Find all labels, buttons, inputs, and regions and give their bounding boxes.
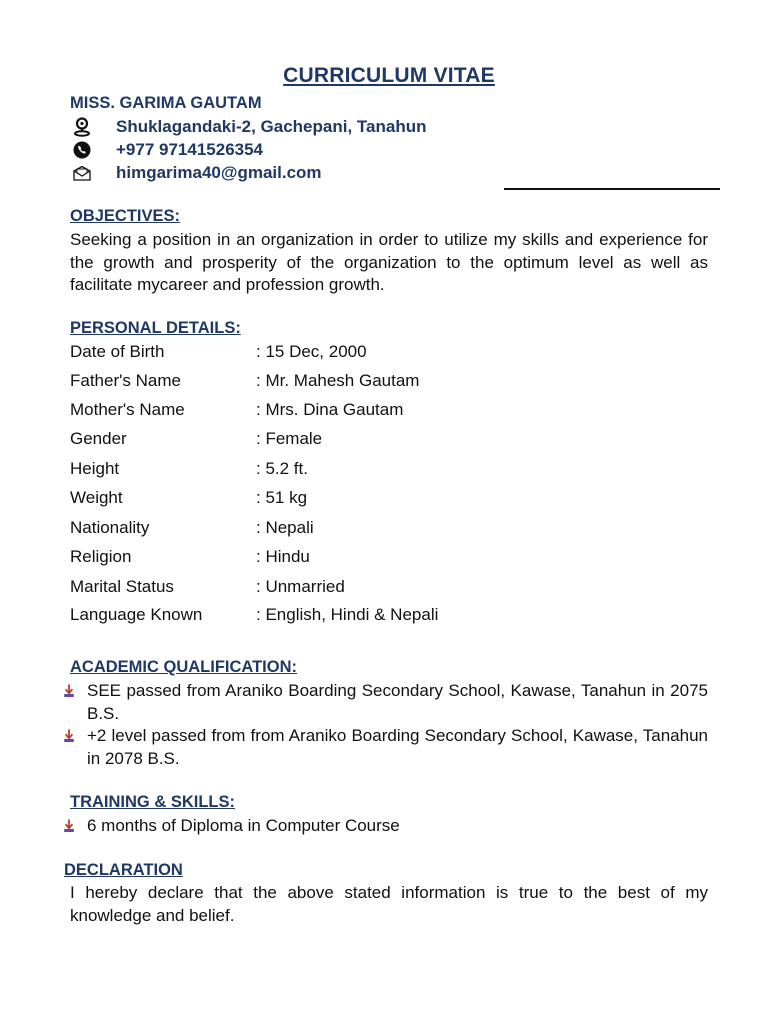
envelope-icon (72, 163, 92, 183)
detail-value: : Unmarried (256, 577, 345, 596)
detail-value: : Mrs. Dina Gautam (256, 400, 404, 419)
address-text: Shuklagandaki-2, Gachepani, Tanahun (116, 117, 427, 136)
location-pin-icon (72, 117, 92, 137)
detail-label: Mother's Name (70, 400, 185, 419)
detail-label: Father's Name (70, 371, 181, 390)
detail-label: Date of Birth (70, 342, 165, 361)
candidate-name: MISS. GARIMA GAUTAM (70, 94, 262, 112)
academic-item-text: +2 level passed from from Araniko Boarding Secondary School, Kawase, Tanahun in 2078 B.S. (87, 726, 708, 768)
detail-value: : English, Hindi & Nepali (256, 605, 439, 624)
training-item-text: 6 months of Diploma in Computer Course (87, 816, 400, 835)
detail-label: Gender (70, 429, 127, 448)
declaration-heading: DECLARATION (64, 861, 183, 879)
detail-label: Marital Status (70, 577, 174, 596)
bullet-arrow-icon (62, 729, 76, 743)
list-item (62, 725, 708, 770)
detail-label: Religion (70, 547, 132, 566)
objectives-heading: OBJECTIVES: (70, 207, 181, 225)
document-title: CURRICULUM VITAE (283, 64, 495, 87)
detail-label: Height (70, 459, 120, 478)
detail-label: Language Known (70, 605, 203, 624)
personal-details-heading: PERSONAL DETAILS: (70, 319, 241, 337)
contact-phone-row (72, 139, 264, 161)
academic-heading: ACADEMIC QUALIFICATION: (70, 658, 298, 676)
email-text: himgarima40@gmail.com (116, 163, 322, 182)
detail-value: : Nepali (256, 518, 314, 537)
contact-address-row (72, 116, 427, 138)
bullet-arrow-icon (62, 819, 76, 833)
detail-value: : Mr. Mahesh Gautam (256, 371, 420, 390)
objectives-text: Seeking a position in an organization in order to utilize my skills and experience for the growth and prosperity of the organization to the optimum level as well as facilitate mycareer and profession growth. (70, 230, 708, 294)
detail-value: : 51 kg (256, 488, 308, 507)
phone-text: +977 97141526354 (116, 140, 264, 159)
detail-label: Weight (70, 488, 123, 507)
phone-icon (72, 140, 92, 160)
detail-value: : 5.2 ft. (256, 459, 308, 478)
bullet-arrow-icon (62, 684, 76, 698)
training-heading: TRAINING & SKILLS: (70, 793, 235, 811)
detail-value: : Hindu (256, 547, 310, 566)
declaration-text: I hereby declare that the above stated information is true to the best of my knowledge and belief. (70, 883, 708, 925)
contact-email-row (72, 162, 322, 184)
detail-label: Nationality (70, 518, 150, 537)
detail-value: : 15 Dec, 2000 (256, 342, 367, 361)
header-divider (504, 188, 720, 190)
academic-item-text: SEE passed from Araniko Boarding Secondary School, Kawase, Tanahun in 2075 B.S. (87, 681, 708, 723)
list-item (62, 815, 708, 838)
detail-value: : Female (256, 429, 323, 448)
list-item (62, 680, 708, 725)
